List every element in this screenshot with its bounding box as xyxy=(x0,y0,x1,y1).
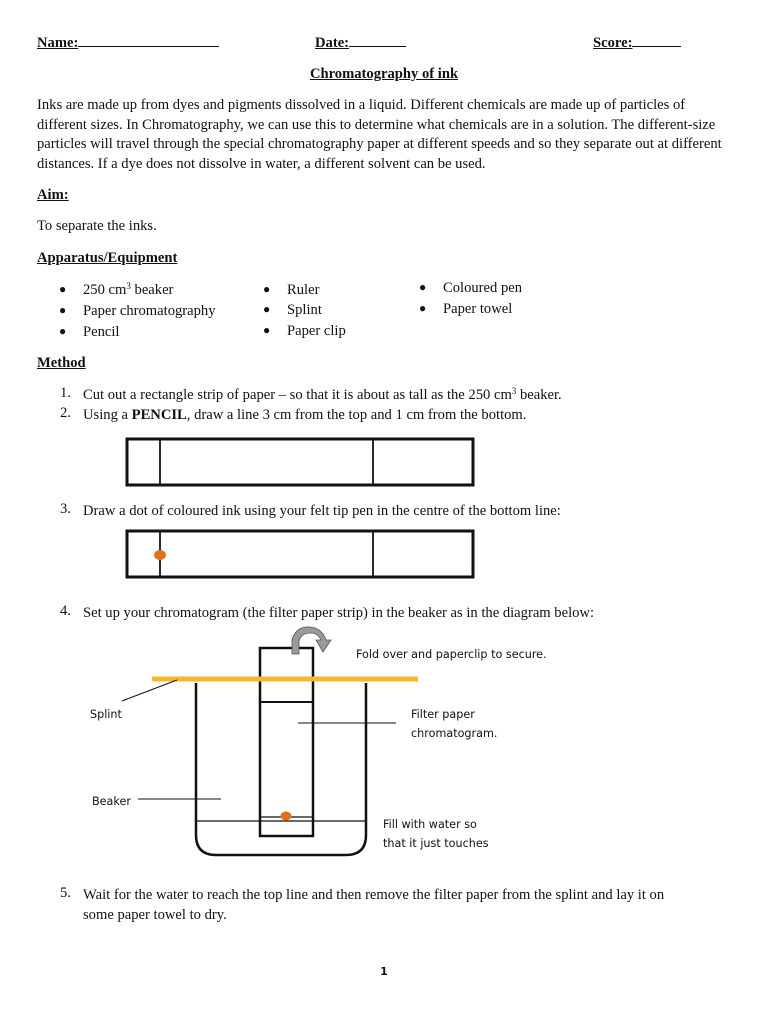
bullet-icon: ● xyxy=(59,282,67,296)
bullet-icon: ● xyxy=(419,301,427,315)
date-label: Date: xyxy=(315,35,350,51)
method-heading: Method xyxy=(37,355,86,371)
fold-arrow-icon xyxy=(292,627,331,654)
paper-strip-with-dot-diagram xyxy=(127,531,473,577)
ink-dot-icon xyxy=(154,550,166,560)
bullet-icon: ● xyxy=(263,282,271,296)
page-number: 1 xyxy=(380,965,388,978)
ink-dot-icon xyxy=(281,812,292,821)
beaker-setup-diagram xyxy=(122,627,418,855)
bullet-icon: ● xyxy=(59,324,67,338)
bullet-icon: ● xyxy=(263,302,271,316)
name-label: Name: xyxy=(37,35,79,51)
intro-paragraph: Inks are made up from dyes and pigments dissolved in a liquid. Different chemicals are made up of particles of different sizes. In Chromatography, we can use this to determine what chemicals are in a solution. The different-size particles will travel through the special chromatography paper at different speeds and so they separate out at different distances. If a dye does not dissolve in water, a different solvent can be used. xyxy=(37,97,722,173)
apparatus-heading: Apparatus/Equipment xyxy=(37,250,178,266)
beaker-shape xyxy=(196,683,366,855)
filter-label-line2: chromatogram. xyxy=(411,727,498,740)
bullet-icon: ● xyxy=(263,323,271,337)
page-title: Chromatography of ink xyxy=(309,66,459,82)
splint-leader xyxy=(122,680,177,701)
water-label-line1: Fill with water so xyxy=(383,818,477,831)
filter-label-line1: Filter paper xyxy=(411,708,475,721)
filter-paper-strip xyxy=(260,648,313,836)
aim-text: To separate the inks. xyxy=(37,218,157,234)
aim-heading: Aim: xyxy=(37,187,69,203)
splint-label: Splint xyxy=(90,708,122,721)
bullet-icon: ● xyxy=(419,280,427,294)
bullet-icon: ● xyxy=(59,303,67,317)
fold-label: Fold over and paperclip to secure. xyxy=(356,648,547,661)
score-label: Score: xyxy=(593,35,633,51)
paper-strip-diagram xyxy=(127,439,473,485)
water-label-line2: that it just touches xyxy=(383,837,489,850)
beaker-label: Beaker xyxy=(92,795,131,808)
